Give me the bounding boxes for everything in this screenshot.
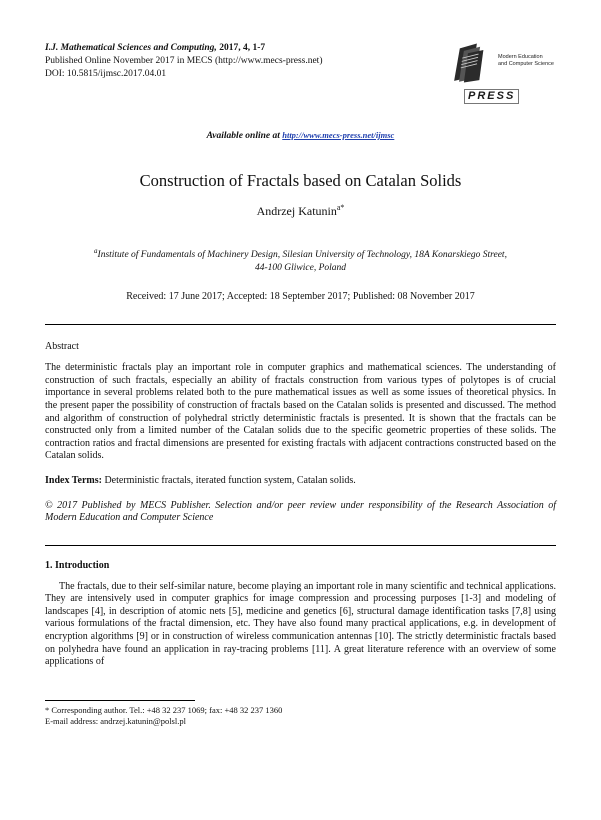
available-online-line: [45, 130, 556, 141]
affiliation-superscript: a: [94, 247, 98, 255]
footnote-corresponding: * Corresponding author. Tel.: +48 32 237 1069; fax: +48 32 237 1360: [45, 705, 283, 715]
abstract-heading: Abstract: [45, 341, 79, 353]
introduction-paragraph: The fractals, due to their self-similar nature, become playing an important role in many scientific and technical applications. They are intensively used in computer graphics for image compression and processing purposes [1-3] and modeling of landscapes [4], in description of atomic nets [5], medicine and genetics [6], structural damage identification tasks [7,8] using various formulations of the fractal dimension, etc. They have also found many practical applications, e.g. in development of encryption algorithms [9] or in construction of wireless communication antennas [10]. The strictly deterministic fractals based on polyhedra have found an application in ray-tracing problems [11]. A great literature reference with an overview of some applications of: [45, 580, 556, 668]
author-name: Andrzej Katunin: [256, 204, 337, 218]
abstract-body: The deterministic fractals play an important role in computer graphics and mathematical sciences. The understanding of construction of such fractals, especially an ability of fractals construction from various types of polytopes is of crucial importance in several problems related both to the pure mathematical issues as well as some issues of theoretical physics. In the present paper the possibility of construction of fractals based on the Catalan solids is presented and discussed. The method and algorithm of construction of polyhedral strictly deterministic fractals is presented. It is shown that the fractals can be constructed only from a limited number of the Catalan solids due to the specific geometric properties of these solids. The contraction ratios and fractal dimensions are presented for existing fractals with adjacent contractions constructed based on the Catalan solids.: [45, 362, 556, 462]
journal-url-link[interactable]: http://www.mecs-press.net/ijmsc: [282, 130, 395, 140]
logo-org-text: [498, 54, 554, 67]
paper-title: Construction of Fractals based on Catalan Solids: [139, 171, 462, 190]
available-online-prefix: Available online at: [206, 131, 283, 141]
press-label: PRESS: [464, 89, 519, 104]
published-line: Published Online November 2017 in MECS (http://www.mecs-press.net): [45, 56, 323, 66]
affiliation-text1: Institute of Fundamentals of Machinery Design, Silesian University of Technology, 18A Konarskiego Street,: [97, 250, 507, 261]
journal-title-line: [45, 42, 323, 55]
index-terms-text: Deterministic fractals, iterated function system, Catalan solids.: [101, 474, 356, 486]
index-terms-label: Index Terms:: [45, 474, 102, 486]
index-terms-line: [45, 475, 556, 488]
affiliation: [45, 245, 556, 275]
author-line: [45, 203, 556, 219]
introduction-heading: 1. Introduction: [45, 559, 110, 571]
logo-org-line1: Modern Education: [498, 54, 543, 60]
copyright-notice: © 2017 Published by MECS Publisher. Selection and/or peer review under responsibility of the Research Association of Modern Education and Computer Science: [45, 499, 556, 524]
journal-issue: 2017, 4, 1-7: [216, 43, 266, 53]
book-logo-icon: [446, 40, 498, 86]
footnote-email: E-mail address: andrzej.katunin@polsl.pl: [45, 716, 186, 726]
paper-header: [45, 42, 556, 104]
affiliation-line1: [45, 245, 556, 262]
logo-org-line2: and Computer Science: [498, 60, 554, 67]
footnote-rule: [45, 700, 195, 701]
journal-name: I.J. Mathematical Sciences and Computing,: [45, 43, 217, 53]
divider-section: [45, 545, 556, 546]
mecs-press-logo: [446, 40, 556, 104]
doi-line: DOI: 10.5815/ijmsc.2017.04.01: [45, 69, 167, 79]
dates-line: Received: 17 June 2017; Accepted: 18 September 2017; Published: 08 November 2017: [126, 291, 475, 303]
author-superscript: a*: [336, 203, 345, 212]
footnote-block: [45, 700, 556, 727]
journal-info: [45, 42, 323, 81]
affiliation-line2: 44-100 Gliwice, Poland: [254, 263, 347, 274]
divider-top: [45, 324, 556, 325]
